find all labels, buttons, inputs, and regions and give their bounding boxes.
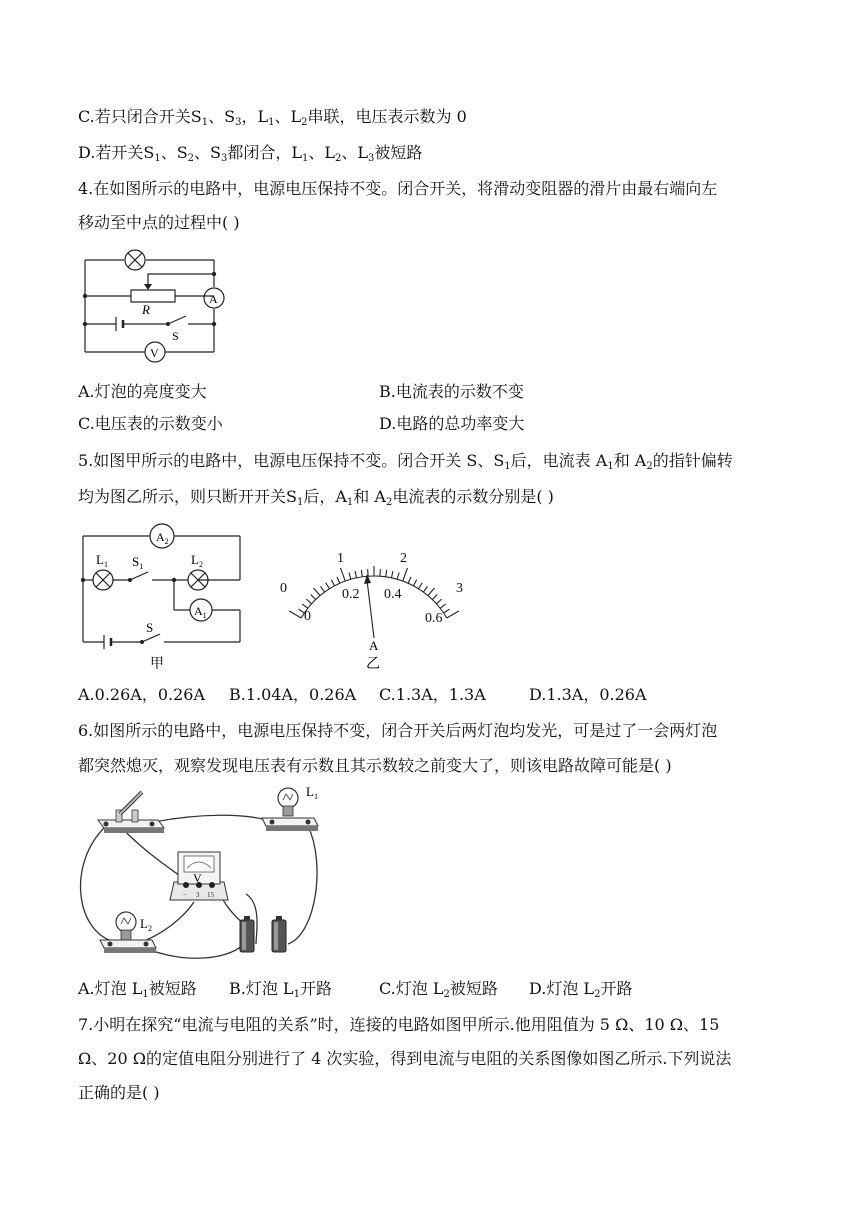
q4-stem-line1: 4.在如图所示的电路中，电源电压保持不变。闭合开关，将滑动变阻器的滑片由最右端向左: [78, 179, 718, 198]
q6-label-l2: $L_2$: [140, 916, 152, 933]
q5-label-a1: $A_1$: [194, 604, 207, 620]
q4-label-v: V: [150, 346, 159, 360]
dial-tick: [361, 570, 362, 577]
q5-label-s: S: [146, 620, 154, 635]
q5-option-b: B.1.04A，0.26A: [229, 685, 357, 704]
q4-label-s: S: [172, 329, 179, 343]
q5-caption-jia: 甲: [150, 657, 164, 672]
q6-option-b: B.灯泡 $L_1$开路: [229, 979, 332, 1000]
dial-outer-label-3: 3: [456, 581, 463, 596]
q4-label-a: A: [209, 292, 218, 306]
dial-tick: [337, 577, 340, 583]
dial-tick: [331, 580, 334, 586]
dial-tick: [397, 573, 399, 580]
dial-tick: [391, 571, 392, 578]
dial-tick: [340, 568, 345, 581]
q6-label-v: V: [193, 871, 202, 885]
q5-caption-yi: 乙: [366, 657, 380, 672]
q4-option-b: B.电流表的示数不变: [379, 382, 524, 401]
q4-stem-line2: 移动至中点的过程中( ): [78, 213, 240, 232]
dial-tick: [349, 573, 351, 580]
q6-label-l1: $L_1$: [306, 784, 318, 801]
dial-tick: [306, 599, 311, 604]
q5-circuit-jia: [74, 522, 250, 674]
q6-terminal-15: 15: [207, 891, 214, 899]
q5-label-l1: $L_1$: [96, 552, 108, 569]
dial-tick: [423, 586, 427, 592]
q6-circuit-illustration: [76, 784, 336, 966]
q6-option-d: D.灯泡 $L_2$开路: [529, 979, 633, 1000]
q5-option-a: A.0.26A，0.26A: [78, 685, 206, 704]
battery-icon: [240, 916, 286, 952]
dial-tick: [311, 595, 316, 600]
dial-inner-label-04: 0.4: [384, 587, 402, 602]
dial-outer-label-2: 2: [400, 551, 407, 566]
dial-tick: [403, 568, 408, 581]
q5-option-c: C.1.3A，1.3A: [379, 685, 486, 704]
q5-stem-line1: 5.如图甲所示的电路中，电源电压保持不变。闭合开关 S、$S_1$后，电流表 $A_1$和 $A_2$的指针偏转: [78, 451, 733, 472]
q5-stem-line2: 均为图乙所示，则只断开开关$S_1$后，$A_1$和 $A_2$电流表的示数分别是( ): [78, 487, 554, 508]
q6-stem-line1: 6.如图所示的电路中，电源电压保持不变，闭合开关后两灯泡均发光，可是过了一会两灯泡: [78, 721, 718, 740]
dial-tick: [436, 599, 441, 604]
dial-tick: [321, 586, 325, 592]
dial-outer-label-0: 0: [280, 581, 287, 596]
dial-tick: [444, 609, 450, 613]
dial-inner-label-0: 0: [304, 609, 311, 624]
q5-ammeter-dial-yi: [270, 540, 470, 676]
dial-tick: [355, 571, 356, 578]
dial-inner-label-02: 0.2: [342, 587, 360, 602]
dial-tick: [314, 588, 320, 596]
q6-terminal-3: 3: [196, 891, 200, 899]
q5-option-d: D.1.3A，0.26A: [529, 685, 647, 704]
dial-tick: [413, 580, 416, 586]
dial-tick: [386, 570, 387, 577]
q7-stem-line2: Ω、20 Ω的定值电阻分别进行了 4 次实验，得到电流与电阻的关系图像如图乙所示.下列说法: [78, 1049, 732, 1068]
q5-label-l2: $L_2$: [191, 552, 203, 569]
q6-stem-line2: 都突然熄灭，观察发现电压表有示数且其示数较之前变大了，则该电路故障可能是( ): [78, 756, 672, 775]
q6-option-a: A.灯泡 $L_1$被短路: [78, 979, 197, 1000]
dial-tick: [289, 611, 301, 618]
dial-tick: [440, 604, 446, 608]
dial-tick: [302, 604, 308, 608]
dial-tick: [408, 577, 411, 583]
knife-switch-icon: [98, 792, 164, 833]
q5-label-s1: $S_1$: [132, 554, 144, 571]
dial-tick: [419, 583, 423, 589]
q3-option-c: C.若只闭合开关$S_1$、$S_3$，$L_1$、$L_2$串联，电压表示数为 0: [78, 107, 467, 128]
dial-outer-label-1: 1: [337, 551, 344, 566]
q4-circuit-diagram: [76, 246, 236, 364]
q4-label-r: R: [142, 302, 150, 317]
q3-option-d: D.若开关$S_1$、$S_2$、$S_3$都闭合，$L_1$、$L_2$、$L_3$被短路: [78, 143, 423, 164]
dial-inner-label-06: 0.6: [425, 611, 443, 626]
q7-stem-line1: 7.小明在探究“电流与电阻的关系”时，连接的电路如图甲所示.他用阻值为 5 Ω、10 Ω、15: [78, 1015, 720, 1034]
dial-tick: [326, 583, 330, 589]
q6-option-c: C.灯泡 $L_2$被短路: [379, 979, 498, 1000]
dial-tick: [432, 595, 437, 600]
q4-option-d: D.电路的总功率变大: [379, 414, 525, 433]
dial-tick: [447, 611, 459, 618]
q6-terminal-neg: −: [183, 891, 187, 899]
q4-option-a: A.灯泡的亮度变大: [78, 382, 207, 401]
q5-label-a2: $A_2$: [156, 530, 169, 546]
q4-option-c: C.电压表的示数变小: [78, 414, 223, 433]
dial-pointer-label: A: [369, 638, 379, 653]
q7-stem-line3: 正确的是( ): [78, 1083, 160, 1102]
dial-tick: [428, 588, 434, 596]
